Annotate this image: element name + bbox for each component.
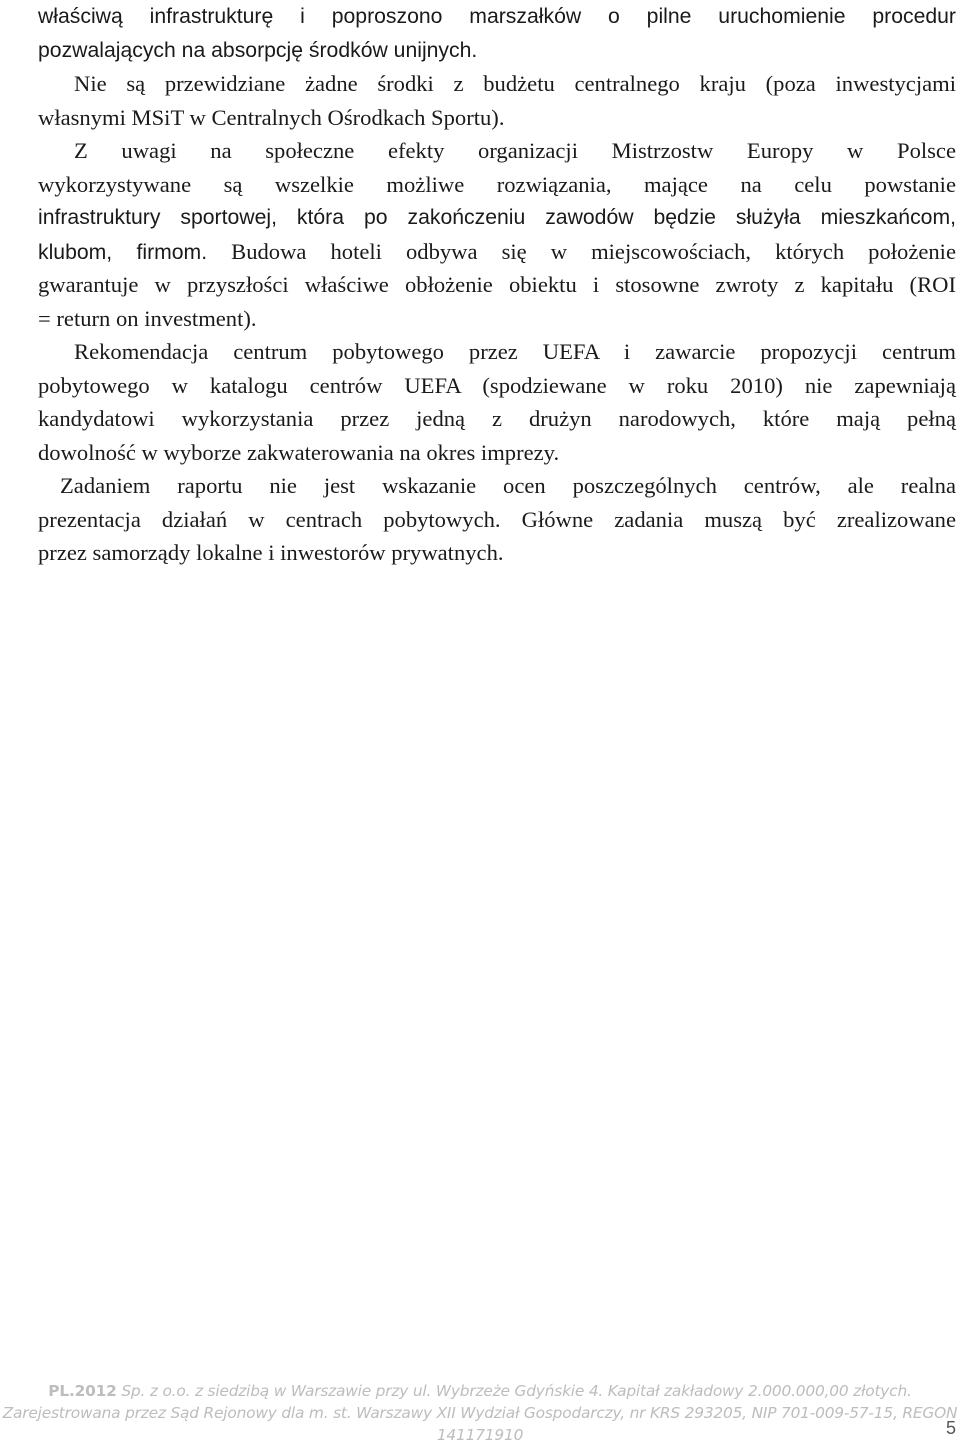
text-line: infrastruktury sportowej, która po zakończeniu zawodów będzie służyła mieszkańcom, (38, 206, 956, 229)
text-line-mixed (38, 235, 956, 269)
text-line: Rekomendacja centrum pobytowego przez UEFA i zawarcie propozycji centrum (74, 339, 956, 364)
footer-line-registration: Zarejestrowana przez Sąd Rejonowy dla m. st. Warszawy XII Wydział Gospodarczy, nr KRS 293205, NIP 701-009-57-15, REGON 141171910 (2, 1404, 958, 1444)
text-line: gwarantuje w przyszłości właściwe obłożenie obiektu i stosowne zwroty z kapitału (ROI (38, 272, 956, 297)
text-line: = return on investment). (38, 305, 257, 331)
page-footer (0, 1380, 960, 1446)
text-line: dowolność w wyborze zakwaterowania na okres imprezy. (38, 439, 560, 465)
text-line: wykorzystywane są wszelkie możliwe rozwiązania, mające na celu powstanie (38, 171, 956, 197)
document-body (38, 0, 956, 570)
text-line: własnymi MSiT w Centralnych Ośrodkach Sportu). (38, 104, 505, 130)
text-line: Zadaniem raportu nie jest wskazanie ocen poszczególnych centrów, ale realna (60, 473, 956, 498)
footer-line-company (0, 1380, 960, 1402)
text-line: przez samorządy lokalne i inwestorów prywatnych. (38, 540, 504, 565)
text-line: właściwą infrastrukturę i poproszono marszałków o pilne uruchomienie procedur (38, 5, 956, 28)
text-line: Z uwagi na społeczne efekty organizacji Mistrzostw Europy w Polsce (74, 138, 956, 163)
text-line: Nie są przewidziane żadne środki z budżetu centralnego kraju (poza inwestycjami (74, 71, 956, 96)
text-line: prezentacja działań w centrach pobytowych. Główne zadania muszą być zrealizowane (38, 506, 956, 532)
text-fragment: klubom, firmom. (38, 240, 208, 264)
text-line: kandydatowi wykorzystania przez jedną z drużyn narodowych, które mają pełną (38, 406, 956, 431)
footer-brand: PL.2012 (48, 1382, 117, 1400)
footer-company-details: Sp. z o.o. z siedzibą w Warszawie przy ul. Wybrzeże Gdyńskie 4. Kapitał zakładowy 2.000.000,00 złotych. (116, 1382, 912, 1400)
text-line: pozwalających na absorpcję środków unijnych. (38, 38, 478, 62)
text-fragment: Budowa hoteli odbywa się w miejscowościach, których położenie (231, 238, 956, 264)
page-number: 5 (945, 1418, 956, 1438)
text-line: pobytowego w katalogu centrów UEFA (spodziewane w roku 2010) nie zapewniają (38, 372, 956, 398)
